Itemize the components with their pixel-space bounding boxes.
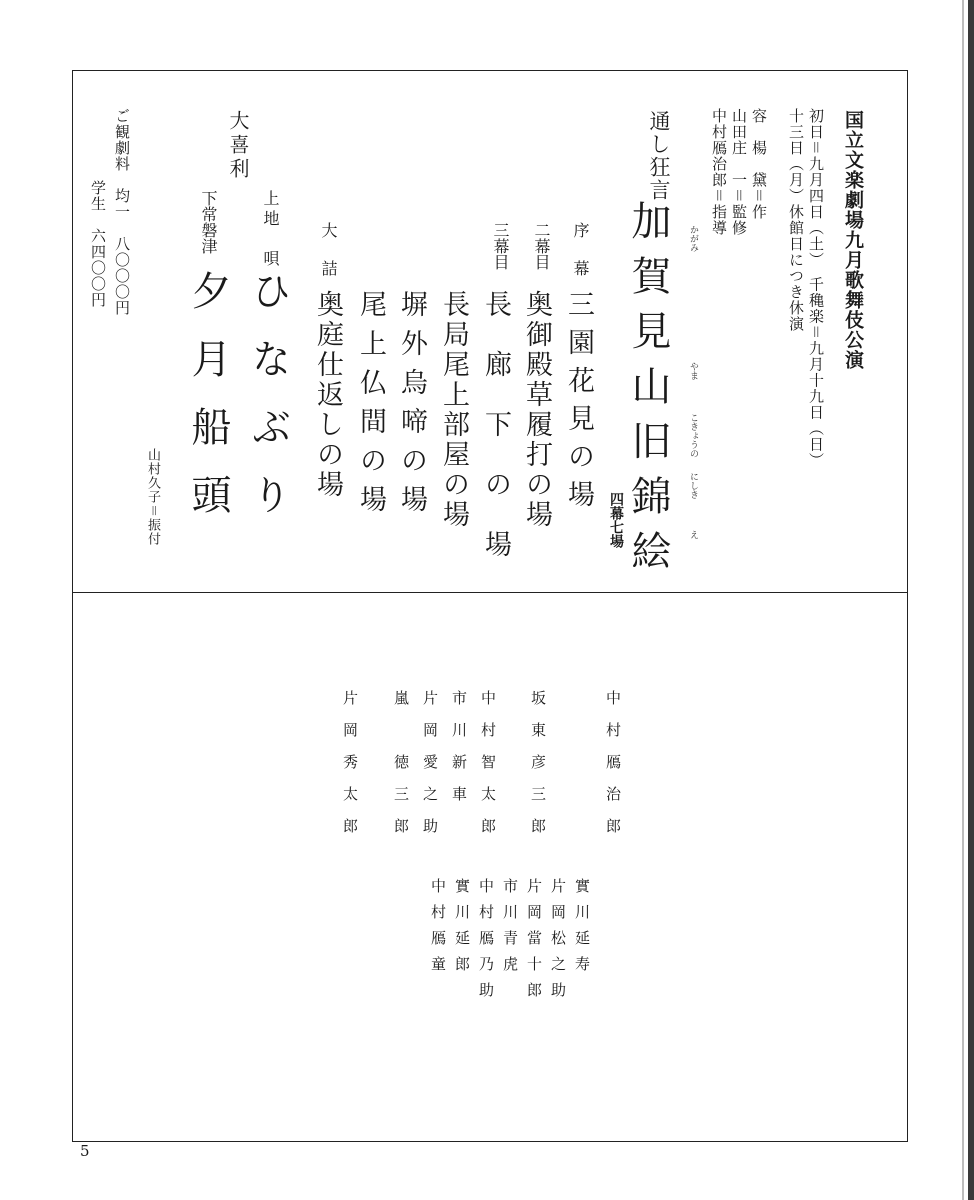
cast-member: 市川青虎 <box>501 878 519 982</box>
scene-name: 長局尾上部屋の場 <box>438 290 469 530</box>
section-divider <box>72 592 908 593</box>
scene-act: 序 幕 <box>571 222 590 279</box>
cast-member: 坂東彦三郎 <box>529 690 547 850</box>
play-structure: 四幕七場 <box>608 492 624 548</box>
dance-music-jiuta: 上地 唄 <box>261 190 280 270</box>
cast-member: 中村鴈乃助 <box>477 878 495 1008</box>
play-kind: 通し狂言 <box>647 110 671 202</box>
play-title: 加賀見山旧錦絵 <box>625 200 671 585</box>
cast-member: 中村鴈治郎 <box>604 690 622 850</box>
page-number: 5 <box>80 1142 90 1160</box>
scan-edge-shadow <box>962 0 964 1200</box>
scene-name: 長 廊 下 の 場 <box>480 290 511 560</box>
dance-title-hinaburi: ひなぶり <box>245 270 291 542</box>
credit-direction: 中村鴈治郎＝指導 <box>710 108 728 236</box>
dance-title-yuzuki: 夕月船頭 <box>185 270 231 542</box>
dance-choreography: 山村久子＝振付 <box>145 448 160 546</box>
credit-supervision: 山田庄 一＝監修 <box>730 108 748 236</box>
performance-title: 国立文楽劇場九月歌舞伎公演 <box>842 110 864 370</box>
title-ruby-kokyo: こきょうの <box>688 413 698 458</box>
cast-member: 中村鴈童 <box>429 878 447 982</box>
title-ruby-e: え <box>688 530 698 539</box>
cast-member: 實川延郎 <box>453 878 471 982</box>
cast-member: 片岡松之助 <box>549 878 567 1008</box>
performance-dates: 初日＝九月四日（土） 千穐楽＝九月十九日（日） <box>807 108 825 469</box>
student-price: 学生 六四〇〇円 <box>89 180 107 308</box>
scene-act: 大 詰 <box>319 222 338 279</box>
scan-edge <box>968 0 974 1200</box>
cast-member: 片岡愛之助 <box>421 690 439 850</box>
dance-occasion: 大喜利 <box>226 110 250 182</box>
credit-author: 容 楊 黛＝作 <box>750 108 768 220</box>
title-ruby-yama: やま <box>688 362 698 380</box>
scene-name: 三園花見の場 <box>563 290 594 518</box>
cast-member: 嵐 徳三郎 <box>392 690 410 850</box>
ticket-price: ご観劇料 均一 八〇〇〇円 <box>113 108 131 316</box>
scene-act: 三幕目 <box>491 222 510 270</box>
cast-member: 片岡當十郎 <box>525 878 543 1008</box>
cast-member: 實川延寿 <box>573 878 591 982</box>
dance-music-tokiwazu: 下常磐津 <box>199 190 218 254</box>
performance-dates-note: 十三日（月）休館日につき休演 <box>787 108 805 332</box>
title-ruby-kagami: かがみ <box>688 225 698 252</box>
cast-member: 市川新車 <box>450 690 468 818</box>
scene-name: 奥御殿草履打の場 <box>521 290 552 530</box>
title-ruby-nishiki: にしき <box>688 472 698 499</box>
cast-member: 中村智太郎 <box>479 690 497 850</box>
scene-name: 尾上仏間の場 <box>355 290 386 524</box>
scene-name: 奥庭仕返しの場 <box>312 290 343 500</box>
scene-name: 塀外烏啼の場 <box>396 290 427 524</box>
scene-act: 二幕目 <box>532 222 551 270</box>
cast-member: 片岡秀太郎 <box>341 690 359 850</box>
